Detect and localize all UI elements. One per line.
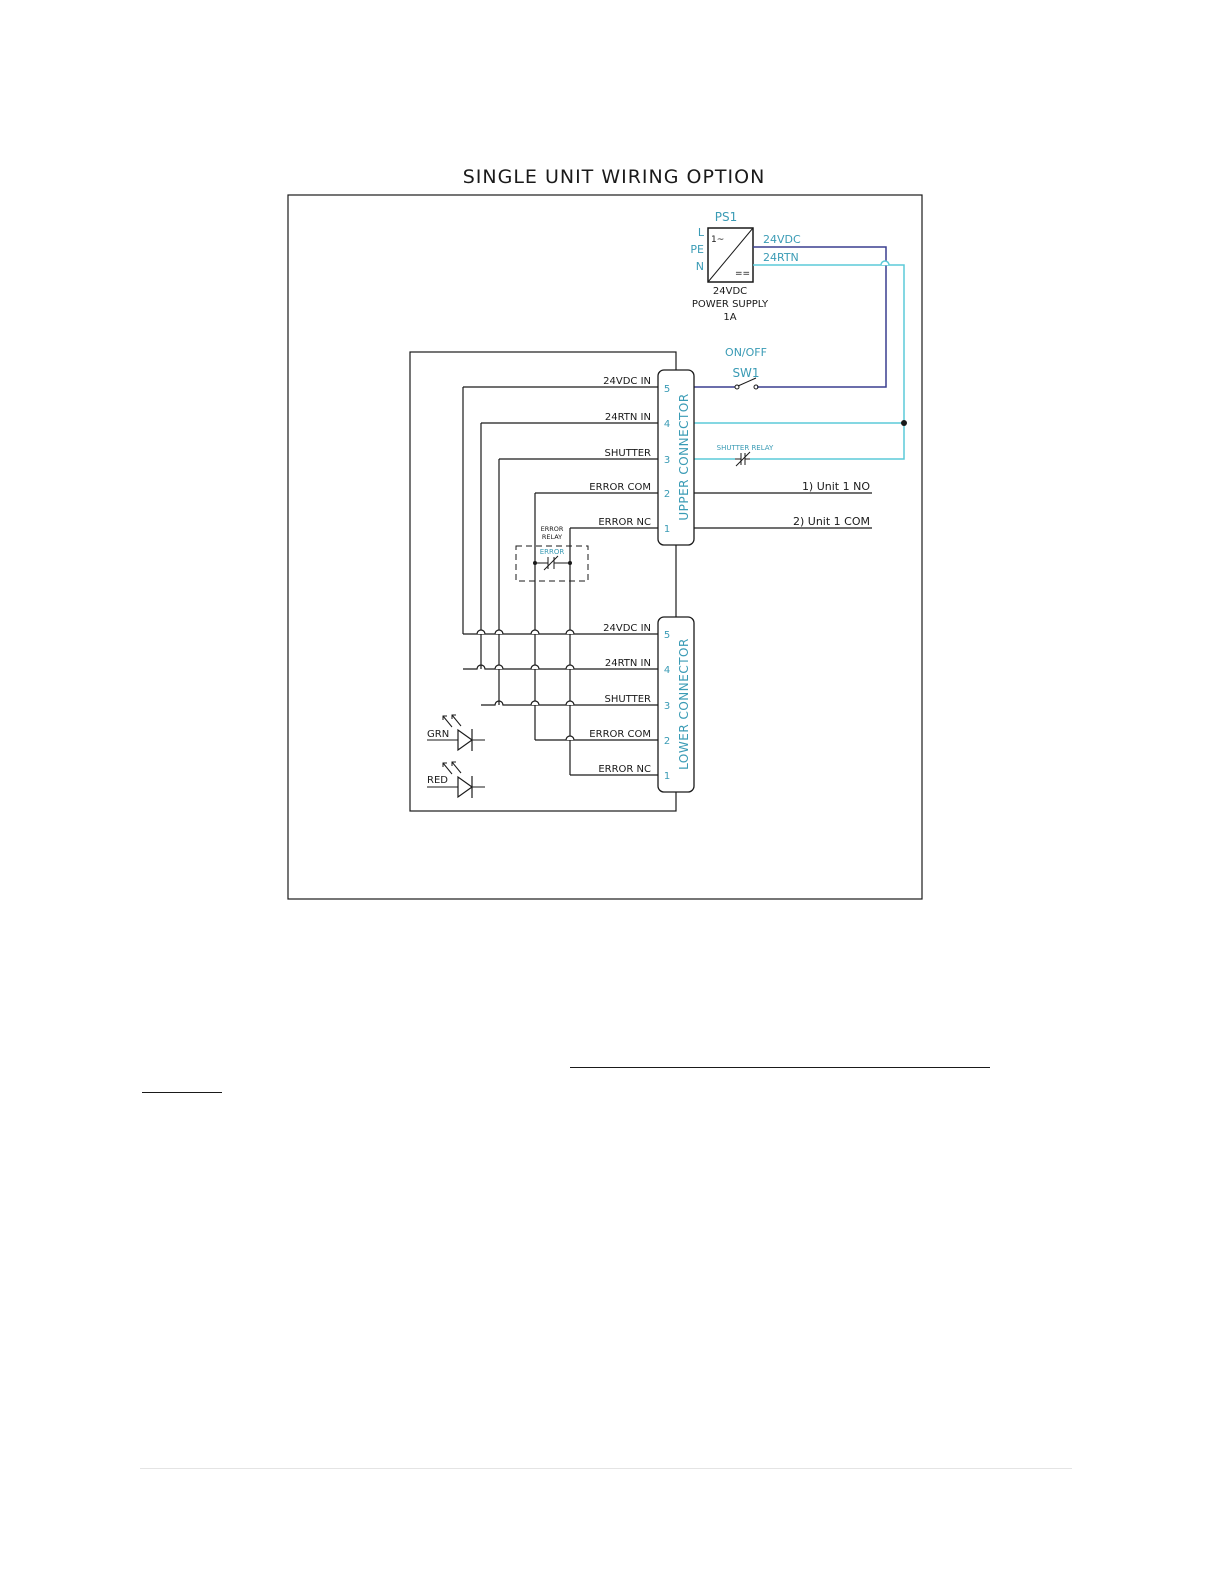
upper-pin-label: ERROR COM xyxy=(589,482,651,493)
ps-input-l: L xyxy=(697,226,704,239)
lower-connector xyxy=(658,617,694,792)
upper-connector xyxy=(658,370,694,545)
ps-desc-2: POWER SUPPLY xyxy=(691,299,769,310)
lower-pin-label: 24RTN IN xyxy=(604,658,651,669)
led-red xyxy=(427,762,485,798)
upper-pin-num: 1 xyxy=(663,524,671,535)
text-underline xyxy=(570,1067,990,1068)
switch-ref: SW1 xyxy=(732,366,760,380)
led-red-label: RED xyxy=(427,775,448,786)
error-relay-title: RELAY xyxy=(541,533,563,541)
led-diode-icon xyxy=(458,777,472,797)
switch-title: ON/OFF xyxy=(725,346,767,359)
led-green xyxy=(427,715,485,751)
lower-pin-label: ERROR COM xyxy=(589,729,651,740)
shutter-relay-label: SHUTTER RELAY xyxy=(716,444,774,452)
power-supply-ps1 xyxy=(690,210,801,323)
ps-out-24vdc: 24VDC xyxy=(763,233,801,246)
led-green-label: GRN xyxy=(427,729,450,740)
lower-pin-num: 5 xyxy=(663,630,671,641)
upper-pin-label: ERROR NC xyxy=(598,517,651,528)
output-label-com: 2) Unit 1 COM xyxy=(793,515,870,528)
led-diode-icon xyxy=(458,730,472,750)
ps-out-24rtn: 24RTN xyxy=(763,251,799,264)
ps-desc-1: 24VDC xyxy=(712,286,748,297)
upper-pin-num: 3 xyxy=(663,455,671,466)
upper-pin-num: 5 xyxy=(663,384,671,395)
ps-ac-symbol: 1~ xyxy=(711,235,725,245)
error-relay xyxy=(516,525,588,581)
ps1-ref: PS1 xyxy=(714,210,738,224)
shutter-relay xyxy=(717,444,774,466)
junction-dot xyxy=(901,420,907,426)
text-underline xyxy=(142,1092,222,1093)
lower-pin-num: 2 xyxy=(663,736,671,747)
wire-24rtn xyxy=(750,265,904,459)
lower-pin-num: 1 xyxy=(663,771,671,782)
lower-pin-label: SHUTTER xyxy=(604,694,651,705)
lower-pin-num: 3 xyxy=(663,701,671,712)
error-relay-title: ERROR xyxy=(540,525,564,533)
upper-pin-num: 4 xyxy=(663,419,671,430)
wire-crossover xyxy=(881,261,889,265)
lower-pin-label: 24VDC IN xyxy=(603,623,651,634)
error-relay-contact-label: ERROR xyxy=(539,548,565,556)
upper-pin-label: 24RTN IN xyxy=(604,412,651,423)
upper-pin-label: 24VDC IN xyxy=(603,376,651,387)
switch-sw1 xyxy=(725,346,767,389)
wire-24vdc xyxy=(753,247,886,387)
lower-pin-label: ERROR NC xyxy=(598,764,651,775)
output-label-no: 1) Unit 1 NO xyxy=(801,480,870,493)
lower-connector-label: LOWER CONNECTOR xyxy=(677,638,691,770)
upper-pin-label: SHUTTER xyxy=(604,448,651,459)
upper-pin-num: 2 xyxy=(663,489,671,500)
ps-input-n: N xyxy=(695,260,704,273)
diagram-title: SINGLE UNIT WIRING OPTION xyxy=(462,166,766,188)
upper-connector-label: UPPER CONNECTOR xyxy=(677,393,691,521)
ps-desc-3: 1A xyxy=(723,312,737,323)
lower-pin-num: 4 xyxy=(663,665,671,676)
ps-dc-symbol: == xyxy=(735,269,751,279)
ps-input-pe: PE xyxy=(690,243,704,256)
footer-rule xyxy=(140,1468,1072,1469)
diagram-frame xyxy=(288,195,922,899)
